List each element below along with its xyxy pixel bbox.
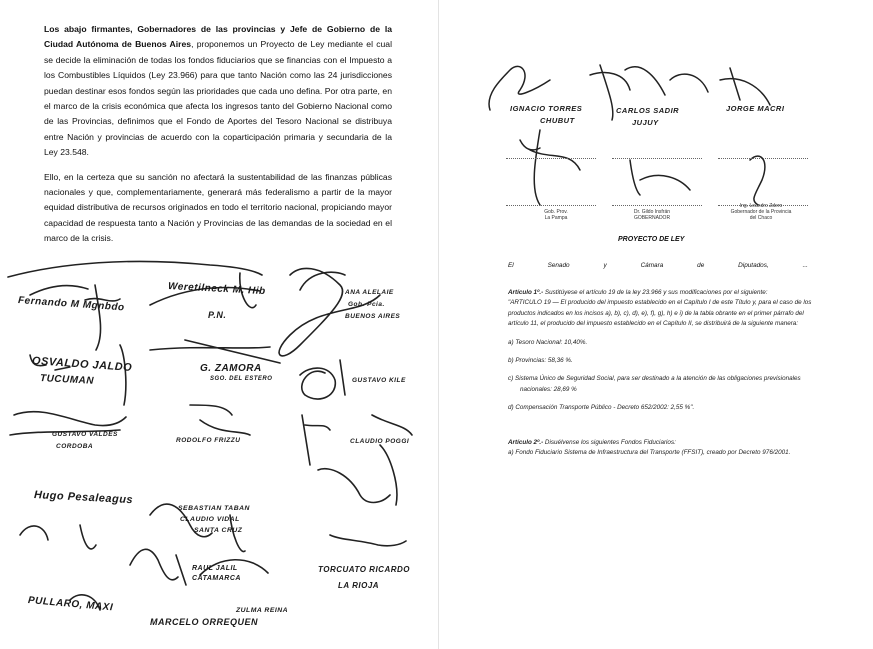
article-1-intro: Sustitúyese el artículo 19 de la ley 23.966 y sus modificaciones por el siguiente: [543,289,768,296]
letter-paragraph-2: Ello, en la certeza que su sanción no afectará la sustentabilidad de las finanzas públicas nacionales y que, complementariamente, generará más federalismo a partir de la mayor equidad distributiva de recursos originados en todo el territorio nacional, propiciando mayor capacidad de respuesta tanto a Nación y Provincias de las demandas de la sociedad en el marco de la crisis. [44,171,392,244]
caption-insfran [620,209,684,221]
signature-taban: SEBASTIAN TABAN [178,505,250,512]
letter-paragraph-1 [44,22,392,161]
right-page [440,0,873,649]
law-body [508,288,813,458]
caption-insfran-line2: GOBERNADOR [633,215,671,221]
distribution-item-a: a) Tesoro Nacional: 10,40%. [508,338,588,346]
project-title: PROYECTO DE LEY [618,236,685,243]
signature-valdes-name: GUSTAVO VALDES [52,431,118,438]
signature-zamora-name: G. ZAMORA [200,363,262,374]
page-divider [438,0,439,649]
signature-zulma: ZULMA REINA [236,607,289,614]
fund-item-a: a) Fondo Fiduciario Sistema de Infraestructura del Transporte (FFSIT), creado por Decreto 976/2001. [508,449,791,457]
caption-zdero [730,203,792,221]
signature-kicillof-province: BUENOS AIRES [345,313,401,320]
decree-word: El [508,262,514,269]
signature-jalil-name: RAUL JALIL [192,565,238,572]
distribution-item-b: b) Provincias: 58,36 %. [508,357,573,365]
signature-fernando: Fernando M Mgnbdo [17,295,125,314]
signature-line-4 [506,205,596,206]
signature-quintela-name: TORCUATO RICARDO [318,565,410,574]
article-1-label: Artículo 1º.- [508,289,544,296]
signature-line-3 [718,158,808,159]
signature-pn: P.N. [208,310,227,320]
signature-macri: JORGE MACRI [726,104,785,113]
signature-zamora-province: SGO. DEL ESTERO [210,376,273,382]
article-2-heading [508,438,813,448]
signature-torres-province: CHUBUT [540,116,575,125]
signature-jaldo-province: TUCUMAN [39,373,95,387]
signature-weretilneck: Weretilneck M. Hib [167,281,266,298]
signature-jaldo-name: OSVALDO JALDO [31,355,133,374]
signature-marcelo: MARCELO ORREQUEN [150,617,259,627]
article-2-label: Artículo 2º.- [508,438,544,446]
signature-jalil-province: CATAMARCA [192,575,241,582]
signature-valdes-province: CORDOBA [56,443,94,450]
signature-area [0,255,438,649]
signature-vidal-province: SANTA CRUZ [194,527,243,534]
signature-sadir-name: CARLOS SADIR [616,106,680,115]
governors-letter [44,22,392,247]
caption-la-pampa-line1: Gob. Prov. [544,209,568,215]
signature-vidal: CLAUDIO VIDAL [180,516,240,523]
caption-la-pampa [526,209,586,221]
signature-pullaro: PULLARO, MAXI [27,595,114,614]
signature-frizzu: RODOLFO FRIZZU [176,437,241,444]
decree-word: Diputados, [738,262,769,269]
signature-kicillof-title: Gob. Pcia. [348,301,385,308]
signature-line-1 [506,158,596,159]
decree-line [508,262,808,269]
decree-word: Cámara [640,262,664,269]
caption-zdero-line2: Gobernador de la Provincia del Chaco [730,209,792,221]
signature-quintela-province: LA RIOJA [338,581,380,590]
decree-word: de [697,262,705,269]
signature-hugo: Hugo Pesaleagus [33,489,134,507]
distribution-item-c: c) Sistema Único de Seguridad Social, para ser destinado a la atención de las obligaciones previsionales nacionales: 28,69 % [508,375,801,393]
caption-insfran-line1: Dr. Gildo Insfrán [633,209,671,215]
top-signature-area [440,0,873,240]
letter-body-1: , proponemos un Proyecto de Ley mediante el cual se decide la eliminación de todas los fondos fiduciarios que se financias con el Impuesto a los Combustibles Líquidos (Ley 23.966) para que tanto Nación como las 24 jurisdicciones puedan destinar esos fondos según las prioridades que cada uno defina. Por otra parte, en el marco de la crisis económica que afecta los ingresos tanto del Gobierno Nacional como de las Provincias, definimos que el Fondo de Aportes del Tesoro Nacional se distribuya entre Nación y provincias de acuerdo con la coparticipación primaria y secundaria de la Ley 23.548. [44,39,392,158]
signature-line-2 [612,158,702,159]
signature-sadir-province: JUJUY [632,118,659,127]
signature-poggi: CLAUDIO POGGI [350,438,410,445]
caption-zdero-line1: Ing. Leandro Zdero [739,203,783,209]
signature-line-5 [612,205,702,206]
letter-signatories: Los abajo firmantes, Gobernadores de las provincias y Jefe de Gobierno de la Ciudad Autónoma de Buenos Aires [44,24,392,50]
article-2-intro: Disuélvense los siguientes Fondos Fiduciarios: [543,438,676,446]
decree-word: Senado [547,262,570,269]
signature-kile: GUSTAVO KILE [352,377,406,384]
decree-word: y [603,262,607,269]
article-19-text: "ARTICULO 19 — El producido del impuesto establecido en el Capítulo I de este Título y, para el caso de los productos indicados en los incisos a), b), c), d), e), f), g), h) e i) de la tabla obrante en el primer párrafo del artículo 11, el producido del impuesto establecido en el Capítulo II, se distribuirá de la siguiente manera: [508,299,812,328]
decree-word: ... [802,262,808,269]
signature-torres-name: IGNACIO TORRES [510,104,583,113]
signature-kicillof-name: ANA ALELAIE [345,289,394,296]
distribution-item-d: d) Compensación Transporte Público - Decreto 652/2002: 2,55 %". [508,404,695,412]
caption-la-pampa-line2: La Pampa [544,215,568,221]
article-1-heading [508,288,813,298]
